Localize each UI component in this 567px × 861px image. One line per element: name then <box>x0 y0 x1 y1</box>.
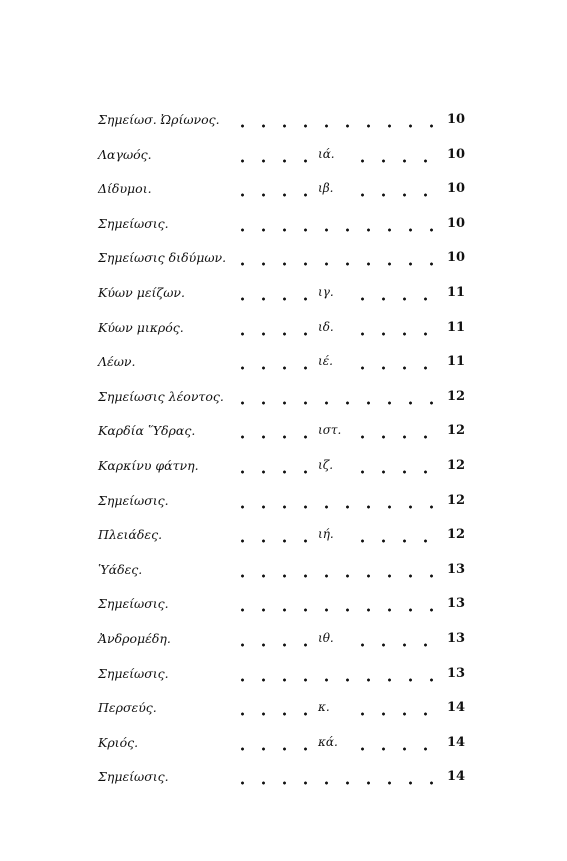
entry-page-number: 12 <box>447 527 466 543</box>
entry-title: Σημείωσις. <box>98 769 169 785</box>
dot-leader <box>352 712 442 716</box>
toc-row <box>0 112 567 147</box>
toc-row <box>0 769 567 804</box>
entry-page-number: 14 <box>447 734 466 750</box>
entry-page-number: 11 <box>447 354 466 370</box>
entry-title: Πλειάδες. <box>98 527 163 543</box>
dot-leader <box>352 435 442 439</box>
entry-numeral: κ. <box>318 700 330 715</box>
entry-numeral: κά. <box>318 734 338 749</box>
dot-leader <box>232 297 316 301</box>
dot-leader <box>232 159 316 163</box>
entry-page-number: 12 <box>447 423 466 439</box>
dot-leader <box>232 124 442 128</box>
toc-row <box>0 458 567 493</box>
toc-row <box>0 735 567 770</box>
entry-page-number: 12 <box>447 457 466 473</box>
entry-title: Ἀνδρομέδη. <box>98 630 171 646</box>
dot-leader <box>232 435 316 439</box>
entry-title: Σημείωσις. <box>98 665 169 681</box>
entry-page-number: 14 <box>447 769 466 785</box>
entry-page-number: 11 <box>447 319 466 335</box>
dot-leader <box>232 262 442 266</box>
entry-title: Σημείωσ. Ὠρίωνος. <box>98 112 220 127</box>
dot-leader <box>352 193 442 197</box>
dot-leader <box>232 643 316 647</box>
entry-title: Λαγωός. <box>98 146 152 162</box>
dot-leader <box>232 401 442 405</box>
toc-row <box>0 596 567 631</box>
entry-title: Σημείωσις. <box>98 596 169 612</box>
entry-numeral: ιά. <box>318 146 335 161</box>
entry-numeral: ιθ. <box>318 630 334 645</box>
entry-page-number: 10 <box>447 215 466 231</box>
entry-numeral: ιή. <box>318 527 334 542</box>
dot-leader <box>352 539 442 543</box>
toc-row <box>0 666 567 701</box>
entry-title: Λέων. <box>98 354 136 370</box>
toc-row <box>0 147 567 182</box>
dot-leader <box>352 643 442 647</box>
entry-page-number: 11 <box>447 284 466 300</box>
dot-leader <box>352 366 442 370</box>
dot-leader <box>352 297 442 301</box>
entry-title: Σημείωσις. <box>98 492 169 508</box>
toc-row <box>0 354 567 389</box>
dot-leader <box>232 747 316 751</box>
entry-page-number: 10 <box>447 250 466 266</box>
dot-leader <box>232 228 442 232</box>
entry-title: Σημείωσις λέοντος. <box>98 388 224 404</box>
dot-leader <box>232 332 316 336</box>
toc-row <box>0 493 567 528</box>
dot-leader <box>232 608 442 612</box>
toc-row <box>0 527 567 562</box>
entry-page-number: 13 <box>447 665 466 681</box>
entry-page-number: 12 <box>447 388 466 404</box>
entry-page-number: 13 <box>447 561 466 577</box>
toc-row <box>0 562 567 597</box>
entry-page-number: 10 <box>447 112 466 127</box>
entry-page-number: 13 <box>447 630 466 646</box>
dot-leader <box>232 781 442 785</box>
toc-row <box>0 181 567 216</box>
toc-row <box>0 250 567 285</box>
dot-leader <box>232 193 316 197</box>
toc-row <box>0 216 567 251</box>
table-of-contents <box>0 112 567 804</box>
entry-title: Κύων μικρός. <box>98 319 184 335</box>
entry-numeral: ιδ. <box>318 319 334 334</box>
toc-row <box>0 631 567 666</box>
toc-row <box>0 700 567 735</box>
entry-page-number: 10 <box>447 181 466 197</box>
entry-numeral: ιστ. <box>318 423 342 438</box>
entry-title: Σημείωσις διδύμων. <box>98 250 227 266</box>
entry-numeral: ιβ. <box>318 181 334 196</box>
entry-title: Κριός. <box>98 734 139 750</box>
toc-row <box>0 320 567 355</box>
dot-leader <box>352 332 442 336</box>
entry-numeral: ιζ. <box>318 457 334 472</box>
entry-title: Ὑάδες. <box>98 561 143 577</box>
dot-leader <box>232 574 442 578</box>
dot-leader <box>232 539 316 543</box>
dot-leader <box>232 366 316 370</box>
entry-numeral: ιγ. <box>318 284 334 299</box>
dot-leader <box>232 470 316 474</box>
entry-title: Δίδυμοι. <box>98 181 152 197</box>
entry-title: Καρδία Ὕδρας. <box>98 423 196 439</box>
dot-leader <box>352 159 442 163</box>
entry-page-number: 10 <box>447 146 466 162</box>
dot-leader <box>232 505 442 509</box>
dot-leader <box>352 747 442 751</box>
toc-row <box>0 389 567 424</box>
dot-leader <box>232 712 316 716</box>
entry-page-number: 14 <box>447 700 466 716</box>
entry-page-number: 13 <box>447 596 466 612</box>
entry-numeral: ιέ. <box>318 354 333 369</box>
toc-row <box>0 423 567 458</box>
entry-title: Καρκίνυ φάτνη. <box>98 457 199 473</box>
dot-leader <box>232 678 442 682</box>
entry-title: Κύων μείζων. <box>98 284 185 300</box>
entry-page-number: 12 <box>447 492 466 508</box>
dot-leader <box>352 470 442 474</box>
entry-title: Περσεύς. <box>98 700 157 716</box>
toc-row <box>0 285 567 320</box>
entry-title: Σημείωσις. <box>98 215 169 231</box>
